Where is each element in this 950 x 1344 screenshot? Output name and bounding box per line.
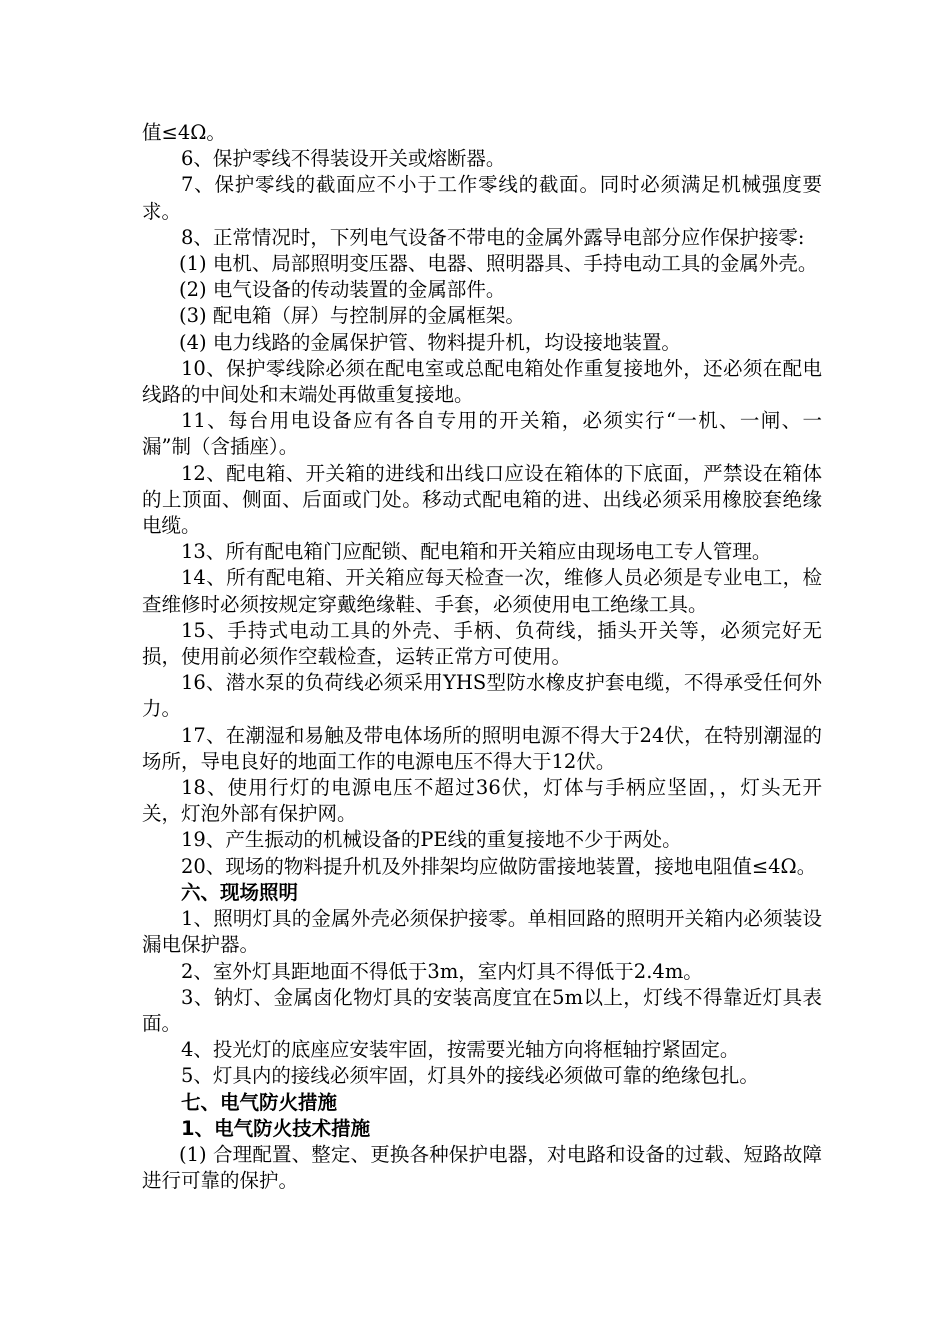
paragraph: 5、灯具内的接线必须牢固，灯具外的接线必须做可靠的绝缘包扎。 [181,1064,759,1088]
paragraph: 20、现场的物料提升机及外排架均应做防雷接地装置，接地电阻值≤4Ω。 [181,854,817,878]
list-item: (4) 电力线路的金属保护管、物料提升机，均设接地装置。 [179,330,681,354]
paragraph: 6、保护零线不得装设开关或熔断器。 [181,147,506,171]
list-item: (1) 合理配置、整定、更换各种保护电器，对电路和设备的过载、短路故障进行可靠的保护。 [142,1142,822,1193]
paragraph: 1、照明灯具的金属外壳必须保护接零。单相回路的照明开关箱内必须装设漏电保护器。 [142,907,822,957]
paragraph: 13、所有配电箱门应配锁、配电箱和开关箱应由现场电工专人管理。 [181,540,772,564]
list-item: (1) 电机、局部照明变压器、电器、照明器具、手持电动工具的金属外壳。 [179,252,818,276]
subsection-heading: 1、电气防火技术措施 [181,1116,371,1140]
paragraph: 2、室外灯具距地面不得低于3m，室内灯具不得低于2.4m。 [181,959,703,983]
list-item: (3) 配电箱（屏）与控制屏的金属框架。 [179,304,525,328]
paragraph: 14、所有配电箱、开关箱应每天检查一次，维修人员必须是专业电工，检查维修时必须按规定穿戴绝缘鞋、手套，必须使用电工绝缘工具。 [142,566,822,616]
section-heading: 七、电气防火措施 [181,1090,338,1114]
paragraph: 19、产生振动的机械设备的PE线的重复接地不少于两处。 [181,828,682,852]
paragraph: 16、潜水泵的负荷线必须采用YHS型防水橡皮护套电缆，不得承受任何外力。 [142,671,822,721]
paragraph: 3、钠灯、金属卤化物灯具的安装高度宜在5m以上，灯线不得靠近灯具表面。 [142,985,822,1035]
paragraph: 17、在潮湿和易触及带电体场所的照明电源不得大于24伏，在特别潮湿的场所，导电良好的地面工作的电源电压不得大于12伏。 [142,723,822,773]
paragraph: 4、投光灯的底座应安装牢固，按需要光轴方向将框轴拧紧固定。 [181,1038,740,1062]
paragraph: 12、配电箱、开关箱的进线和出线口应设在箱体的下底面，严禁设在箱体的上顶面、侧面、后面或门处。移动式配电箱的进、出线必须采用橡胶套绝缘电缆。 [142,461,822,538]
paragraph: 10、保护零线除必须在配电室或总配电箱处作重复接地外，还必须在配电线路的中间处和末端处再做重复接地。 [142,356,822,407]
paragraph: 8、正常情况时，下列电气设备不带电的金属外露导电部分应作保护接零: [181,225,805,249]
section-heading: 六、现场照明 [181,880,299,904]
document-page [142,120,822,1194]
paragraph: 7、保护零线的截面应不小于工作零线的截面。同时必须满足机械强度要求。 [142,173,822,223]
paragraph: 15、手持式电动工具的外壳、手柄、负荷线，插头开关等，必须完好无损，使用前必须作空载检查，运转正常方可使用。 [142,618,822,669]
paragraph: 值≤4Ω。 [142,121,226,144]
paragraph: 18、使用行灯的电源电压不超过36伏，灯体与手柄应坚固，，灯头无开关，灯泡外部有保护网。 [142,776,822,826]
list-item: (2) 电气设备的传动装置的金属部件。 [179,278,506,302]
paragraph: 11、每台用电设备应有各自专用的开关箱，必须实行“一机、一闸、一漏”制（含插座）。 [142,409,822,459]
